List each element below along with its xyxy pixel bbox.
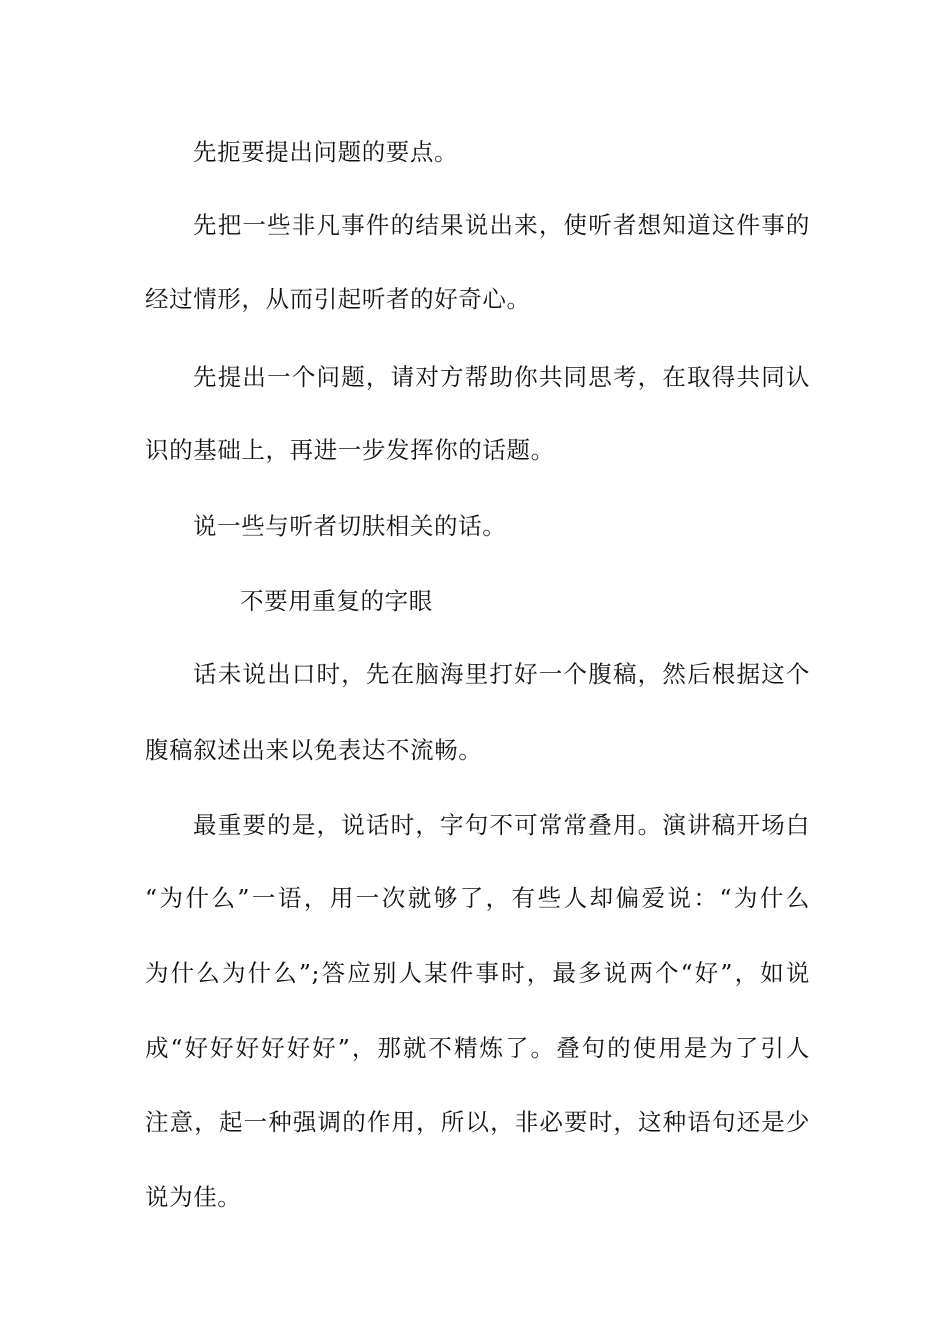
paragraph-line-9: 腹稿叙述出来以免表达不流畅。	[145, 736, 483, 764]
paragraph-line-11: “为什么”一语，用一次就够了，有些人却偏爱说：“为什么	[145, 884, 810, 912]
paragraph-line-2: 先把一些非凡事件的结果说出来，使听者想知道这件事的	[193, 211, 810, 239]
paragraph-line-13: 成“好好好好好好”，那就不精炼了。叠句的使用是为了引人	[145, 1034, 810, 1062]
paragraph-line-4: 先提出一个问题，请对方帮助你共同思考，在取得共同认	[193, 363, 810, 391]
paragraph-line-15: 说为佳。	[145, 1183, 242, 1211]
paragraph-line-8: 话未说出口时，先在脑海里打好一个腹稿，然后根据这个	[193, 660, 810, 688]
paragraph-line-12: 为什么为什么”;答应别人某件事时，最多说两个“好”，如说	[145, 959, 810, 987]
section-heading: 不要用重复的字眼	[240, 587, 433, 615]
paragraph-line-14: 注意，起一种强调的作用，所以，非必要时，这种语句还是少	[145, 1108, 810, 1136]
paragraph-line-10: 最重要的是，说话时，字句不可常常叠用。演讲稿开场白	[193, 811, 810, 839]
paragraph-line-1: 先扼要提出问题的要点。	[193, 138, 459, 166]
paragraph-line-3: 经过情形，从而引起听者的好奇心。	[145, 285, 531, 313]
paragraph-line-5: 识的基础上，再进一步发挥你的话题。	[145, 436, 555, 464]
paragraph-line-6: 说一些与听者切肤相关的话。	[193, 512, 507, 540]
